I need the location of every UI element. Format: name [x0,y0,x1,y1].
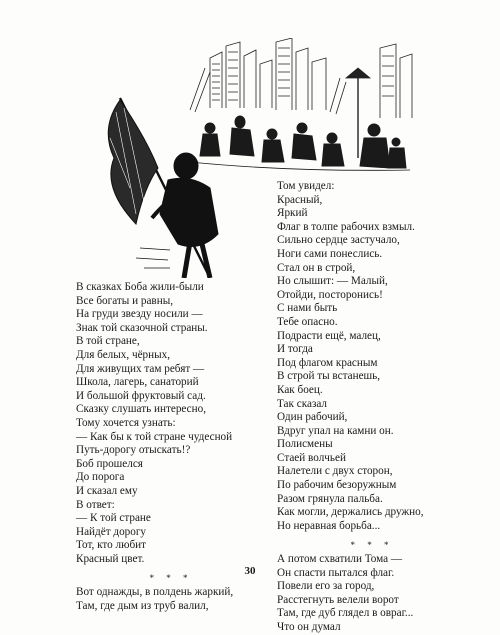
verse-line: Красный цвет. [76,552,145,565]
verse-line: Налетели с двух сторон, [277,465,393,478]
verse-line: Тебе опасно. [277,315,338,328]
verse-line: Сказку слушать интересно, [76,403,207,416]
verse-line: Красный, [277,193,323,206]
crowd [190,116,410,170]
verse-line: Для белых, чёрных, [76,348,171,361]
verse-line: Боб прошелся [76,457,143,470]
verse-line: Он спасти пытался флаг. [277,566,395,579]
verse-line: Знак той сказочной страны. [76,321,208,334]
verse-line: Как могли, держались дружно, [277,506,424,519]
verse-line: Сильно сердце застучало, [277,234,400,247]
stanza [76,281,266,566]
verse-line: Отойди, посторонись! [277,288,383,301]
verse-line: По рабочим безоружным [277,479,397,492]
verse-line: Повели его за город, [277,580,375,593]
verse-line: Так сказал [277,397,328,410]
stanza [76,586,266,613]
verse-line: Флаг в толпе рабочих взмыл. [277,220,415,233]
verse-line: — К той стране [76,512,151,525]
verse-line: Все богаты и равны, [76,294,174,307]
verse-line: До порога [76,471,125,484]
verse-line: Вдруг упал на камни он. [277,424,394,437]
verse-line: Но неравная борьба... [277,519,381,532]
verse-line: И большой фруктовый сад. [76,389,206,402]
verse-line: Яркий [277,207,308,220]
verse-line: — Как бы к той стране чудесной [76,430,233,443]
verse-line: Расстегнуть велели ворот [277,593,399,606]
verse-line: Но слышит: — Малый, [277,275,388,288]
verse-line: Найдёт дорогу [76,525,147,538]
verse-line: Подрасти ещё, малец, [277,329,381,342]
verse-line: А потом схватили Тома — [277,553,403,566]
stanza-divider: * * * [149,573,193,584]
verse-line: Один рабочий, [277,411,348,424]
verse-line: Для живущих там ребят — [76,362,205,375]
verse-line: В строй ты встанешь, [277,370,381,383]
verse-line: Школа, лагерь, санаторий [76,376,199,389]
verse-line: Тому хочется узнать: [76,416,176,429]
verse-line: На груди звезду носили — [76,308,203,321]
verse-line: Стал он в строй, [277,261,356,274]
verse-line: Как боец. [277,383,323,396]
verse-line: Тот, кто любит [76,539,147,552]
verse-line: Разом грянула пальба. [277,492,383,505]
verse-line: И тогда [277,343,313,356]
verse-line: Под флагом красным [277,356,378,369]
verse-line: Путь-дорогу отыскать!? [76,444,191,457]
verse-line: Вот однажды, в полдень жаркий, [76,586,234,599]
verse-line: С нами быть [277,302,338,315]
verse-line: Ноги сами понеслись. [277,247,383,260]
verse-line: Там, где дуб глядел в овраг... [277,607,414,620]
verse-line: Полисмены [277,438,333,451]
verse-line: Том увидел: [277,180,335,192]
verse-line: И сказал ему [76,484,138,497]
verse-line: В ответ: [76,498,115,511]
stanza [277,180,467,533]
verse-line: Что он думал [277,621,341,633]
verse-line: В сказках Боба жили-были [76,281,204,293]
stanza-divider: * * * [350,540,394,551]
flag-and-boy [108,98,218,278]
verse-line: Стаей волчьей [277,451,346,464]
poem-left-column [76,281,266,613]
verse-line: Там, где дым из труб валил, [76,599,209,612]
page-number: 30 [244,565,256,577]
verse-line: В той стране, [76,335,140,348]
